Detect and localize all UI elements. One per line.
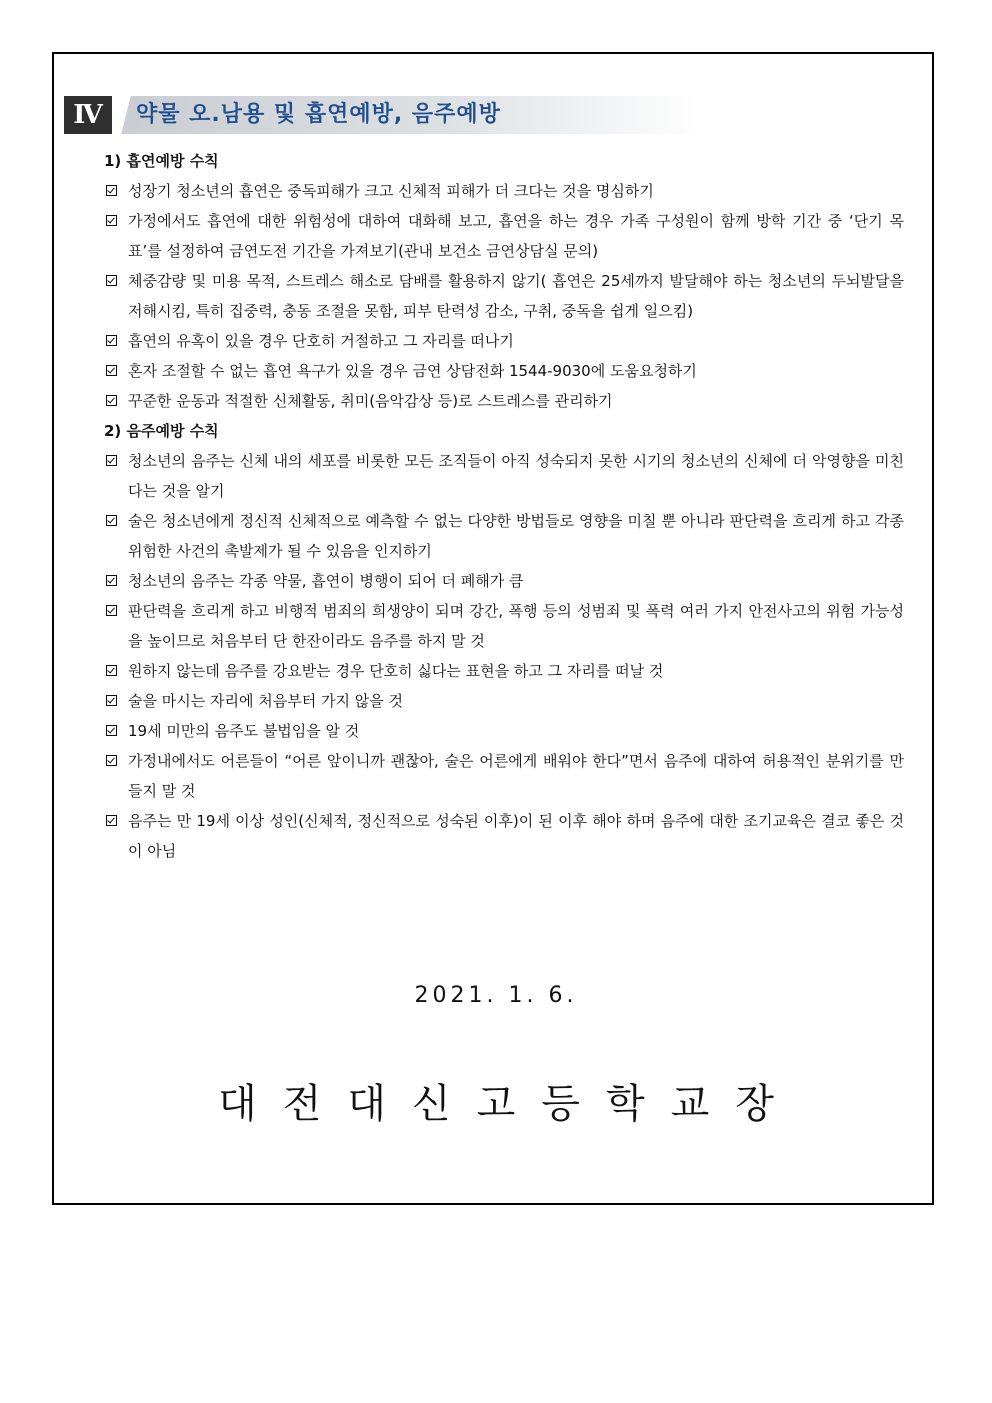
list-item-text: 원하지 않는데 음주를 강요받는 경우 단호히 싫다는 표현을 하고 그 자리를 떠날 것 [128, 662, 664, 680]
list-item-text: 19세 미만의 음주도 불법임을 알 것 [128, 722, 360, 740]
list-item [104, 446, 904, 506]
checkbox-icon [106, 695, 117, 706]
list-item [104, 356, 904, 386]
checkbox-icon [106, 365, 117, 376]
document-date: 2021. 1. 6. [414, 983, 578, 1008]
list-item-text: 술은 청소년에게 정신적 신체적으로 예측할 수 없는 다양한 방법들로 영향을 미칠 뿐 아니라 판단력을 흐리게 하고 각종 위험한 사건의 촉발제가 될 수 있음을 인지하기 [128, 512, 904, 560]
checkbox-icon [106, 665, 117, 676]
list-item-text: 청소년의 음주는 각종 약물, 흡연이 병행이 되어 더 폐해가 큼 [128, 572, 524, 590]
checkbox-icon [106, 275, 117, 286]
list-item [104, 596, 904, 656]
drinking-section [104, 416, 904, 866]
list-item [104, 716, 904, 746]
list-item-text: 음주는 만 19세 이상 성인(신체적, 정신적으로 성숙된 이후)이 된 이후 해야 하며 음주에 대한 조기교육은 결코 좋은 것이 아님 [128, 812, 904, 860]
checkbox-icon [106, 575, 117, 586]
checkbox-icon [106, 335, 117, 346]
checkbox-icon [106, 215, 117, 226]
list-item [104, 206, 904, 266]
list-item [104, 176, 904, 206]
list-item [104, 326, 904, 356]
checkbox-icon [106, 815, 117, 826]
signature-line: 대전대신고등학교장 [218, 1081, 800, 1127]
list-item [104, 806, 904, 866]
section-number: Ⅳ [64, 96, 112, 134]
list-item-text: 가정내에서도 어른들이 “어른 앞이니까 괜찮아, 술은 어른에게 배워야 한다”면서 음주에 대하여 허용적인 분위기를 만들지 말 것 [128, 752, 904, 800]
list-item-text: 술을 마시는 자리에 처음부터 가지 않을 것 [128, 692, 403, 710]
list-item [104, 386, 904, 416]
checkbox-icon [106, 755, 117, 766]
list-item [104, 566, 904, 596]
list-item-text: 체중감량 및 미용 목적, 스트레스 해소로 담배를 활용하지 않기( 흡연은 25세까지 발달해야 하는 청소년의 두뇌발달을 저해시킴, 특히 집중력, 충동 조절을 못함, 피부 탄력성 감소, 구취, 중독을 쉽게 일으킴) [128, 272, 904, 320]
list-item-text: 가정에서도 흡연에 대한 위험성에 대하여 대화해 보고, 흡연을 하는 경우 가족 구성원이 함께 방학 기간 중 ‘단기 목표’를 설정하여 금연도전 기간을 가져보기(관내 보건소 금연상담실 문의) [128, 212, 904, 260]
list-item-text: 성장기 청소년의 흡연은 중독피해가 크고 신체적 피해가 더 크다는 것을 명심하기 [128, 182, 654, 200]
checkbox-icon [106, 515, 117, 526]
content-body [104, 146, 904, 866]
list-item [104, 686, 904, 716]
section-heading: 1) 흡연예방 수칙 [104, 152, 219, 170]
list-item-text: 혼자 조절할 수 없는 흡연 욕구가 있을 경우 금연 상담전화 1544-9030에 도움요청하기 [128, 362, 697, 380]
checkbox-icon [106, 455, 117, 466]
list-item-text: 판단력을 흐리게 하고 비행적 범죄의 희생양이 되며 강간, 폭행 등의 성범죄 및 폭력 여러 가지 안전사고의 위험 가능성을 높이므로 처음부터 단 한잔이라도 음주를 하지 말 것 [128, 602, 904, 650]
section-heading: 2) 음주예방 수칙 [104, 422, 219, 440]
checkbox-icon [106, 185, 117, 196]
section-header [64, 96, 704, 134]
list-item [104, 506, 904, 566]
list-item-text: 꾸준한 운동과 적절한 신체활동, 취미(음악감상 등)로 스트레스를 관리하기 [128, 392, 613, 410]
checkbox-icon [106, 605, 117, 616]
checkbox-icon [106, 725, 117, 736]
section-title: 약물 오.남용 및 흡연예방, 음주예방 [136, 102, 501, 127]
checkbox-icon [106, 395, 117, 406]
list-item-text: 청소년의 음주는 신체 내의 세포를 비롯한 모든 조직들이 아직 성숙되지 못한 시기의 청소년의 신체에 더 악영향을 미친다는 것을 알기 [128, 452, 904, 500]
list-item-text: 흡연의 유혹이 있을 경우 단호히 거절하고 그 자리를 떠나기 [128, 332, 514, 350]
list-item [104, 266, 904, 326]
list-item [104, 656, 904, 686]
smoking-section [104, 146, 904, 416]
list-item [104, 746, 904, 806]
